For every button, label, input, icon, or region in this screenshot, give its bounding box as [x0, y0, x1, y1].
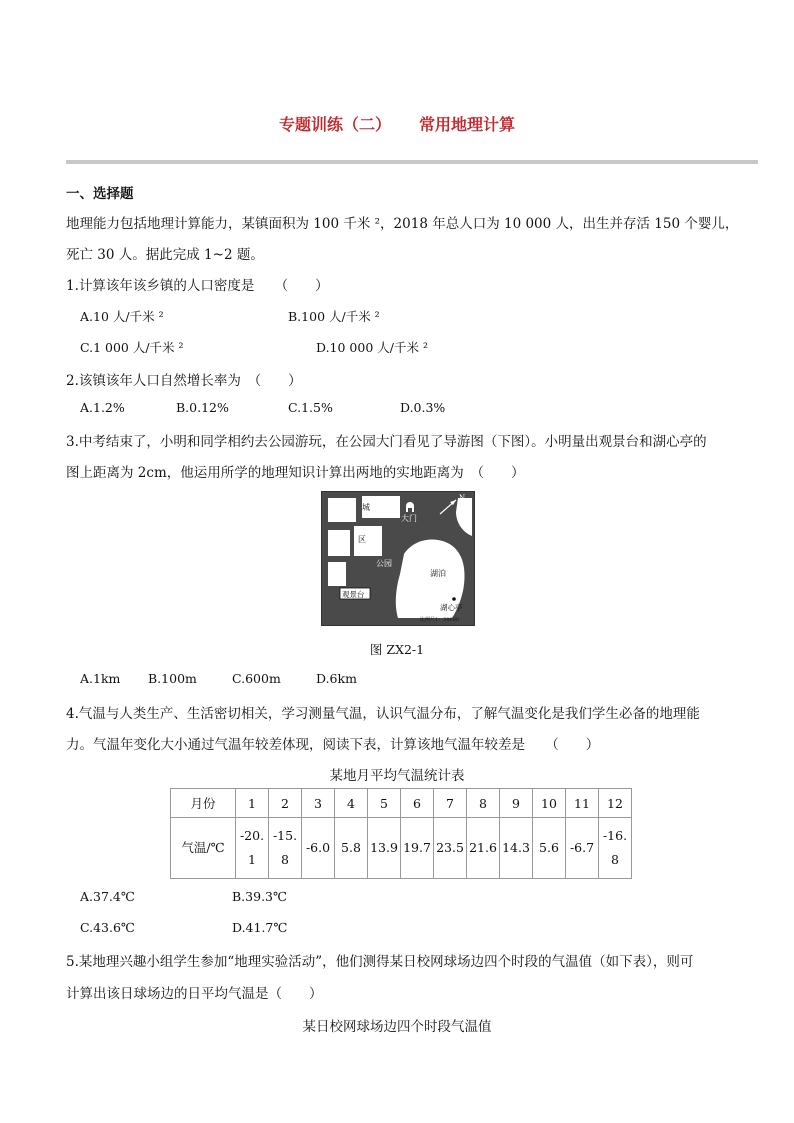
month-cell: 8 [467, 789, 500, 818]
q2-option-d: D.0.3% [400, 400, 446, 415]
q2-option-b: B.0.12% [176, 400, 229, 415]
q4-option-a: A.37.4℃ [80, 889, 135, 904]
q3-line-1: 3.中考结束了，小明和同学相约去公园游玩，在公园大门看见了导游图（下图）。小明量出观景台和湖心亭的 [66, 434, 707, 450]
temp-cell [236, 818, 269, 879]
city-block-5 [328, 562, 346, 586]
header-cell-month: 月份 [171, 789, 236, 818]
pavilion-dot [452, 597, 456, 601]
q4-line-1: 4.气温与人类生产、生活密切相关，学习测量气温，认识气温分布，了解气温变化是我们学生必备的地理能 [66, 706, 700, 722]
title-subject: 常用地理计算 [419, 115, 516, 134]
q3-option-c: C.600m [232, 671, 281, 686]
temp-cell: -6.0 [302, 818, 335, 879]
month-cell: 3 [302, 789, 335, 818]
park-guide-map [321, 491, 475, 626]
map-label-city-2: 区 [358, 535, 366, 544]
map-label-city-1: 城 [362, 503, 370, 512]
temp-cell-top: -15. [272, 828, 298, 843]
q3-option-a: A.1km [80, 671, 121, 686]
city-block-1 [328, 498, 356, 522]
temp-cell-top: -20. [239, 828, 265, 843]
q3-line-2: 图上距离为 2cm，他运用所学的地理知识计算出两地的实地距离为 （ ） [66, 465, 525, 481]
month-cell: 2 [269, 789, 302, 818]
temp-cell-bottom: 8 [611, 852, 619, 867]
temp-cell: 21.6 [467, 818, 500, 879]
map-label-north: N [459, 494, 466, 502]
title-topic: 专题训练（二） [278, 115, 391, 134]
row-label-temp: 气温/℃ [171, 818, 236, 879]
q3-option-b: B.100m [148, 671, 197, 686]
intro-line-2: 死亡 30 人。据此完成 1~2 题。 [66, 247, 264, 263]
map-label-platform: 观景台 [342, 590, 365, 599]
q4-table-title: 某地月平均气温统计表 [329, 768, 465, 784]
q1-option-a: A.10 人/千米 ² [80, 309, 164, 324]
figure-caption: 图 ZX2-1 [369, 642, 425, 657]
temp-cell-bottom: 8 [281, 852, 289, 867]
q2-option-a: A.1.2% [80, 400, 125, 415]
map-label-gate: 大门 [401, 514, 417, 523]
q4-option-d: D.41.7℃ [232, 920, 288, 935]
month-cell: 4 [335, 789, 368, 818]
temp-cell: 19.7 [401, 818, 434, 879]
q5-line-1: 5.某地理兴趣小组学生参加“地理实验活动”，他们测得某日校网球场边四个时段的气温值（如下表），则可 [66, 954, 694, 970]
temp-cell-top: -16. [602, 828, 628, 843]
temp-cell: 14.3 [500, 818, 533, 879]
month-cell: 11 [566, 789, 599, 818]
q3-option-d: D.6km [316, 671, 357, 686]
q1-option-c: C.1 000 人/千米 ² [80, 340, 184, 355]
q1-stem: 1.计算该年该乡镇的人口密度是 （ ） [66, 278, 329, 294]
map-scale: 比例尺1：30000 [420, 617, 460, 623]
q5-table-title: 某日校网球场边四个时段气温值 [302, 1019, 492, 1035]
q2-stem: 2.该镇该年人口自然增长率为 （ ） [66, 373, 302, 389]
q4-line-2: 力。气温年变化大小通过气温年较差体现，阅读下表，计算该地气温年较差是 （ ） [66, 737, 600, 753]
month-cell: 1 [236, 789, 269, 818]
q4-option-b: B.39.3℃ [232, 889, 287, 904]
table-row-temps [171, 818, 632, 879]
temp-cell [599, 818, 632, 879]
q5-line-2: 计算出该日球场边的日平均气温是（ ） [66, 986, 323, 1002]
map-label-pavilion: 湖心亭 [440, 603, 463, 612]
title-divider [66, 160, 758, 164]
section-heading: 一、选择题 [66, 186, 134, 202]
q1-option-d: D.10 000 人/千米 ² [316, 340, 428, 355]
page-title [0, 112, 794, 135]
month-cell: 6 [401, 789, 434, 818]
month-cell: 10 [533, 789, 566, 818]
q4-option-c: C.43.6℃ [80, 920, 135, 935]
temp-cell: 13.9 [368, 818, 401, 879]
month-cell: 7 [434, 789, 467, 818]
map-label-lake: 湖泊 [430, 569, 446, 578]
temp-cell [269, 818, 302, 879]
temp-cell: -6.7 [566, 818, 599, 879]
month-cell: 5 [368, 789, 401, 818]
temp-cell: 5.8 [335, 818, 368, 879]
month-cell: 9 [500, 789, 533, 818]
map-label-park: 公园 [376, 559, 392, 568]
temp-cell-bottom: 1 [248, 852, 256, 867]
temp-cell: 23.5 [434, 818, 467, 879]
city-block-3 [328, 530, 350, 556]
temp-cell: 5.6 [533, 818, 566, 879]
monthly-temperature-table [170, 788, 632, 879]
q2-option-c: C.1.5% [288, 400, 333, 415]
intro-line-1: 地理能力包括地理计算能力，某镇面积为 100 千米 ²，2018 年总人口为 10 000 人，出生并存活 150 个婴儿， [66, 216, 739, 232]
table-row-months [171, 789, 632, 818]
month-cell: 12 [599, 789, 632, 818]
q1-option-b: B.100 人/千米 ² [288, 309, 380, 324]
